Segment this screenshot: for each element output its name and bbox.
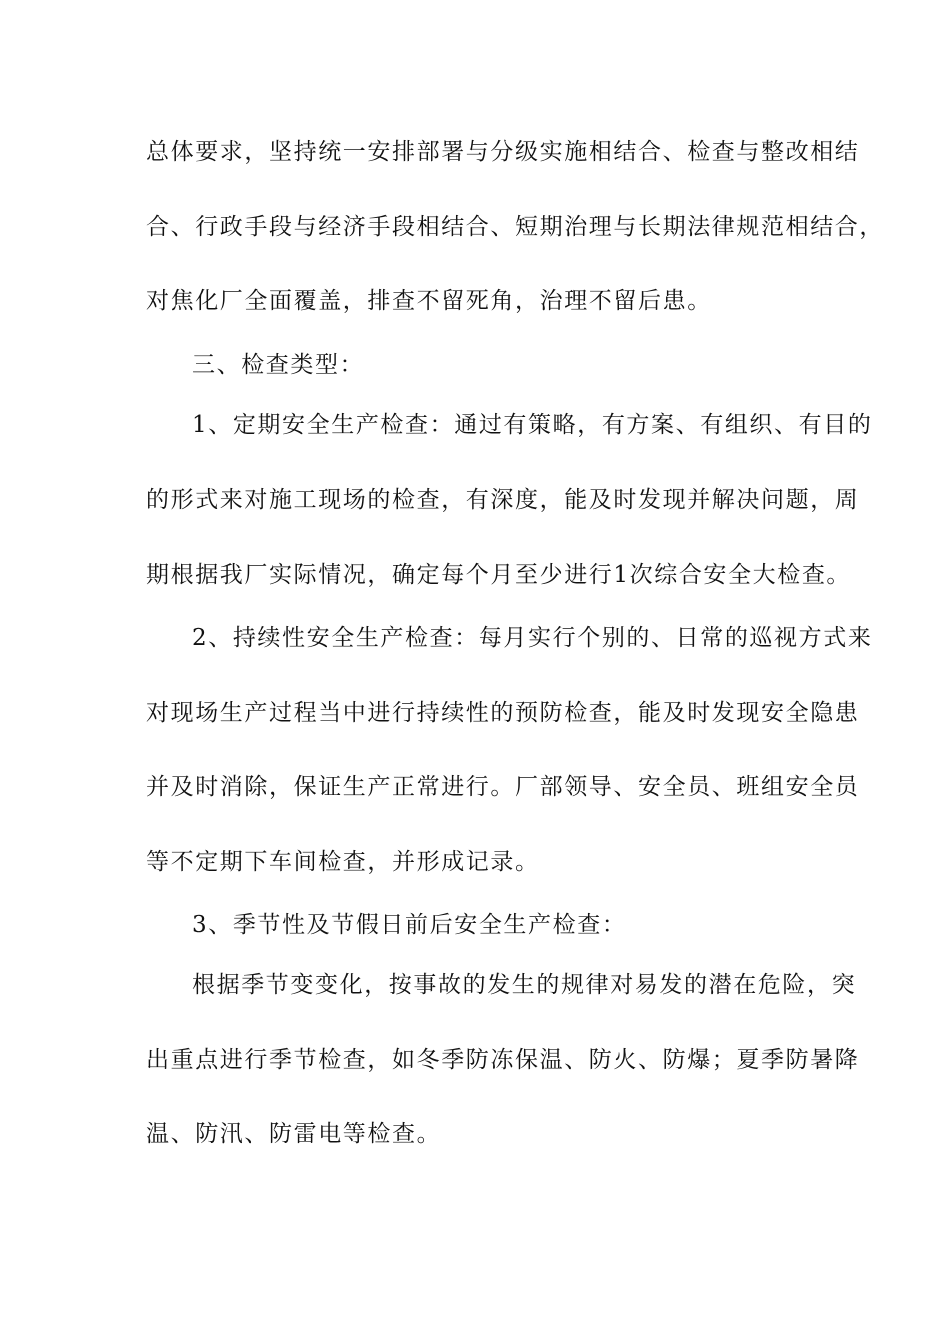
paragraph-line: 温、防汛、防雷电等检查。 [146,1121,442,1147]
paragraph-line: 期根据我厂实际情况，确定每个月至少进行1次综合安全大检查。 [146,562,852,588]
paragraph-line: 的形式来对施工现场的检查，有深度，能及时发现并解决问题，周 [146,487,860,513]
paragraph-line: 并及时消除，保证生产正常进行。厂部领导、安全员、班组安全员 [146,774,860,800]
paragraph-line: 2、持续性安全生产检查：每月实行个别的、日常的巡视方式来 [192,625,873,651]
paragraph-line: 合、行政手段与经济手段相结合、短期治理与长期法律规范相结合， [146,214,884,240]
paragraph-line: 1、定期安全生产检查：通过有策略，有方案、有组织、有目的 [192,412,873,438]
paragraph-line: 对现场生产过程当中进行持续性的预防检查，能及时发现安全隐患 [146,700,860,726]
paragraph-line: 3、季节性及节假日前后安全生产检查： [192,912,627,938]
paragraph-line: 对焦化厂全面覆盖，排查不留死角，治理不留后患。 [146,288,712,314]
paragraph-line: 等不定期下车间检查，并形成记录。 [146,849,540,875]
paragraph-line: 出重点进行季节检查，如冬季防冻保温、防火、防爆；夏季防暑降 [146,1047,860,1073]
paragraph-line: 总体要求，坚持统一安排部署与分级实施相结合、检查与整改相结 [146,139,860,165]
section-heading: 三、检查类型： [192,352,365,378]
paragraph-line: 根据季节变变化，按事故的发生的规律对易发的潜在危险，突 [192,972,857,998]
